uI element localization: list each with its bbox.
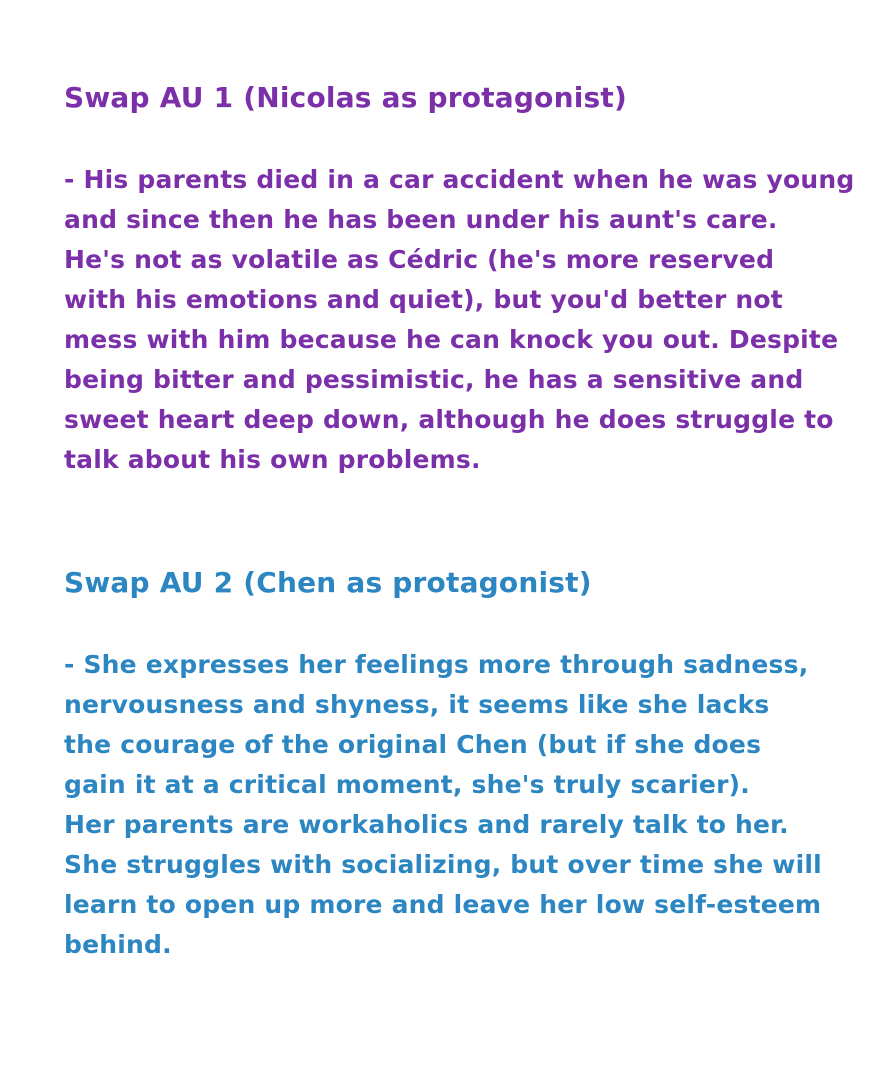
body-line: talk about his own problems. (64, 445, 481, 474)
section-title: Swap AU 1 (Nicolas as protagonist) (64, 81, 627, 114)
body-line: being bitter and pessimistic, he has a sensitive and (64, 365, 804, 394)
body-line: and since then he has been under his aunt's care. (64, 205, 778, 234)
body-line: gain it at a critical moment, she's truly scarier). (64, 770, 750, 799)
body-line: - She expresses her feelings more through sadness, (64, 650, 809, 679)
section-swap-au-2 (64, 565, 864, 965)
body-line: nervousness and shyness, it seems like she lacks (64, 690, 770, 719)
body-line: She struggles with socializing, but over time she will (64, 850, 822, 879)
body-line: learn to open up more and leave her low self-esteem (64, 890, 822, 919)
body-line: with his emotions and quiet), but you'd better not (64, 285, 783, 314)
section-body (64, 160, 864, 480)
body-line: - His parents died in a car accident when he was young (64, 165, 855, 194)
section-swap-au-1 (64, 80, 864, 480)
section-body (64, 645, 864, 965)
body-line: sweet heart deep down, although he does struggle to (64, 405, 834, 434)
section-title: Swap AU 2 (Chen as protagonist) (64, 566, 592, 599)
body-line: mess with him because he can knock you out. Despite (64, 325, 839, 354)
body-line: He's not as volatile as Cédric (he's more reserved (64, 245, 775, 274)
body-line: behind. (64, 930, 172, 959)
body-line: the courage of the original Chen (but if she does (64, 730, 762, 759)
body-line: Her parents are workaholics and rarely talk to her. (64, 810, 789, 839)
